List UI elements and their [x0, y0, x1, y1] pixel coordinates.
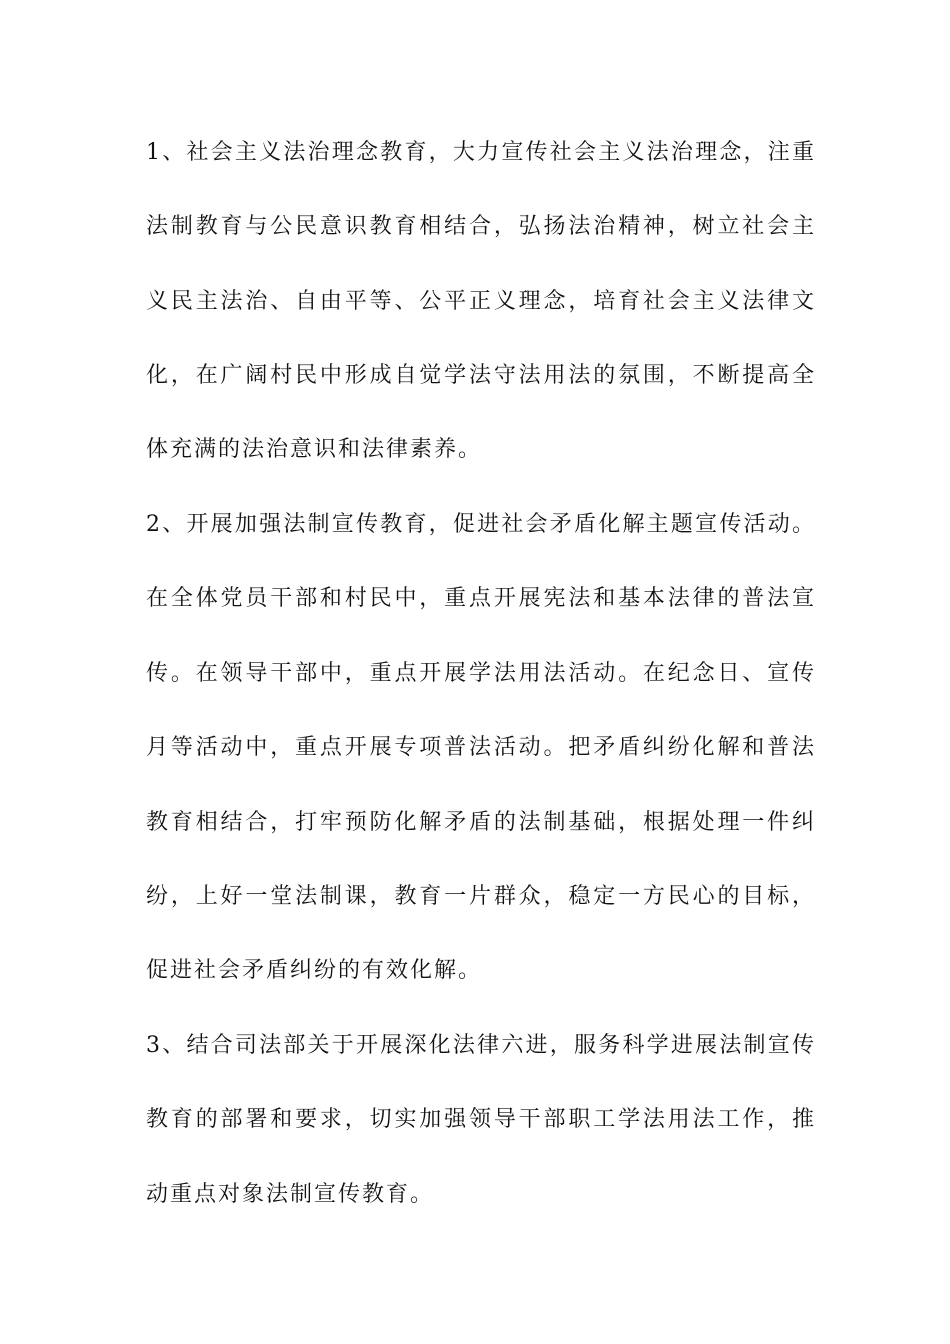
text-line: 化，在广阔村民中形成自觉学法守法用法的氛围，不断提高全	[146, 363, 816, 388]
text-line: 纷，上好一堂法制课，教育一片群众，稳定一方民心的目标，	[146, 884, 816, 909]
text-line: 在全体党员干部和村民中，重点开展宪法和基本法律的普法宣	[146, 586, 816, 611]
text-line: 2、开展加强法制宣传教育，促进社会矛盾化解主题宣传活动。	[146, 512, 816, 537]
text-line: 教育相结合，打牢预防化解矛盾的法制基础，根据处理一件纠	[146, 810, 816, 835]
text-line: 3、结合司法部关于开展深化法律六进，服务科学进展法制宣传	[146, 1033, 816, 1058]
text-line: 促进社会矛盾纠纷的有效化解。	[146, 958, 483, 983]
text-line: 教育的部署和要求，切实加强领导干部职工学法用法工作，推	[146, 1107, 816, 1132]
text-line: 动重点对象法制宣传教育。	[146, 1182, 435, 1207]
text-line: 体充满的法治意识和法律素养。	[146, 437, 483, 462]
text-line: 法制教育与公民意识教育相结合，弘扬法治精神，树立社会主	[146, 214, 816, 239]
text-line: 义民主法治、自由平等、公平正义理念，培育社会主义法律文	[146, 289, 816, 314]
text-line: 月等活动中，重点开展专项普法活动。把矛盾纠纷化解和普法	[146, 735, 816, 760]
text-line: 1、社会主义法治理念教育，大力宣传社会主义法治理念，注重	[146, 140, 816, 165]
text-line: 传。在领导干部中，重点开展学法用法活动。在纪念日、宣传	[146, 661, 816, 686]
